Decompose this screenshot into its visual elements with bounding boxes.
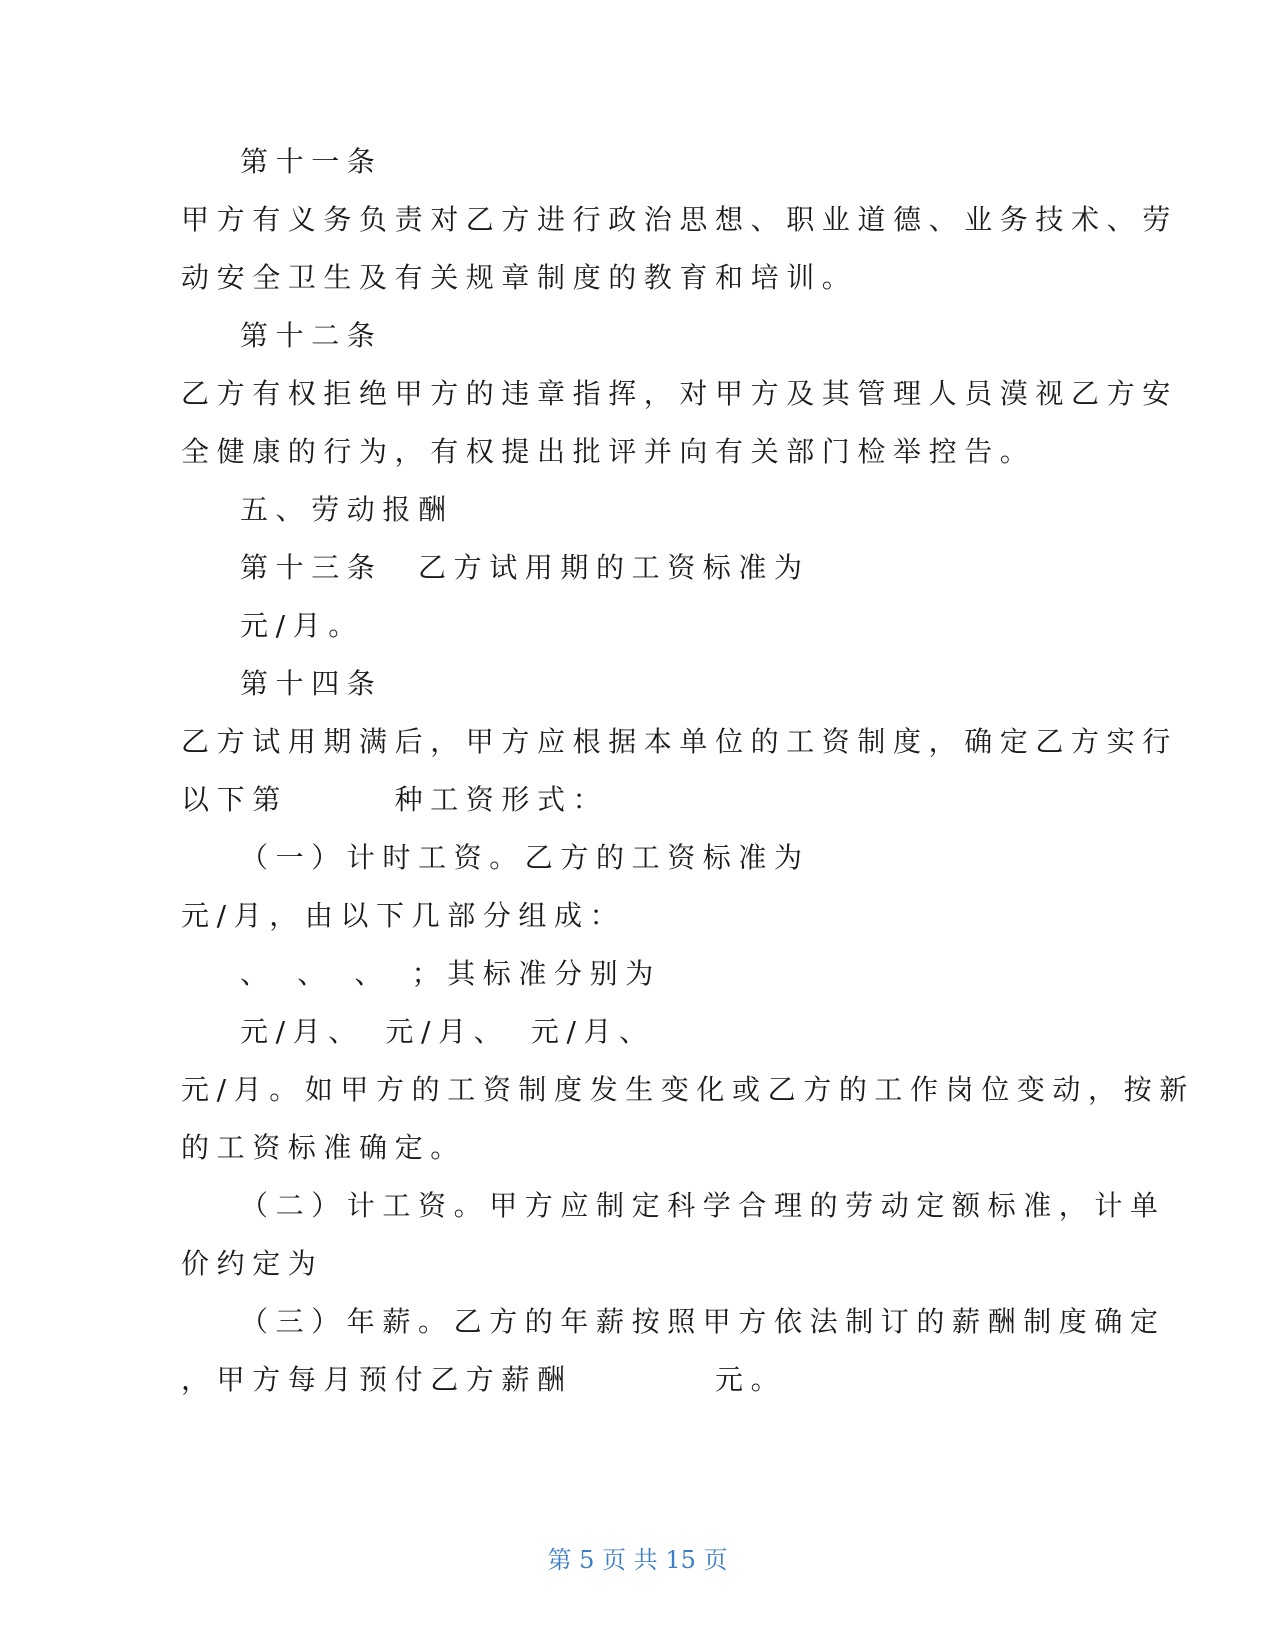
clause-3-text-line-1: （三）年薪。乙方的年薪按照甲方依法制订的薪酬制度确定 bbox=[240, 1305, 1166, 1338]
clause-1-components: 元/月，由以下几部分组成： bbox=[181, 899, 626, 932]
article-13-unit: 元/月。 bbox=[240, 609, 364, 642]
clause-1-standards: 、 、 、 ；其标准分别为 bbox=[240, 957, 661, 990]
clause-1-change-line-2: 的工资标准确定。 bbox=[181, 1131, 466, 1164]
article-11-text-line-2: 动安全卫生及有关规章制度的教育和培训。 bbox=[181, 261, 858, 294]
article-14-text-line-1: 乙方试用期满后，甲方应根据本单位的工资制度，确定乙方实行 bbox=[181, 725, 1178, 758]
section-5-heading: 五、劳动报酬 bbox=[240, 493, 454, 526]
clause-1-amounts: 元/月、 元/月、 元/月、 bbox=[240, 1015, 655, 1048]
footer-middle: 页 共 bbox=[602, 1546, 658, 1574]
article-14-text-line-2: 以下第 种工资形式： bbox=[181, 783, 609, 816]
clause-1-text: （一）计时工资。乙方的工资标准为 bbox=[240, 841, 810, 874]
footer-total-pages: 15 bbox=[665, 1546, 696, 1574]
article-14-heading: 第十四条 bbox=[240, 667, 383, 700]
footer-current-page: 5 bbox=[579, 1546, 595, 1574]
article-12-heading: 第十二条 bbox=[240, 319, 383, 352]
article-13-text: 第十三条 乙方试用期的工资标准为 bbox=[240, 551, 810, 584]
clause-2-text-line-2: 价约定为 bbox=[181, 1247, 324, 1280]
page-footer bbox=[0, 1540, 1275, 1575]
article-12-text-line-1: 乙方有权拒绝甲方的违章指挥，对甲方及其管理人员漠视乙方安 bbox=[181, 377, 1178, 410]
footer-prefix: 第 bbox=[547, 1546, 572, 1574]
clause-3-text-line-2: ，甲方每月预付乙方薪酬 元。 bbox=[181, 1363, 787, 1396]
article-12-text-line-2: 全健康的行为，有权提出批评并向有关部门检举控告。 bbox=[181, 435, 1036, 468]
clause-2-text-line-1: （二）计工资。甲方应制定科学合理的劳动定额标准，计单 bbox=[240, 1189, 1166, 1222]
footer-suffix: 页 bbox=[703, 1546, 728, 1574]
article-11-text-line-1: 甲方有义务负责对乙方进行政治思想、职业道德、业务技术、劳 bbox=[181, 203, 1178, 236]
clause-1-change-line-1: 元/月。如甲方的工资制度发生变化或乙方的工作岗位变动，按新 bbox=[181, 1073, 1195, 1106]
article-11-heading: 第十一条 bbox=[240, 145, 383, 178]
